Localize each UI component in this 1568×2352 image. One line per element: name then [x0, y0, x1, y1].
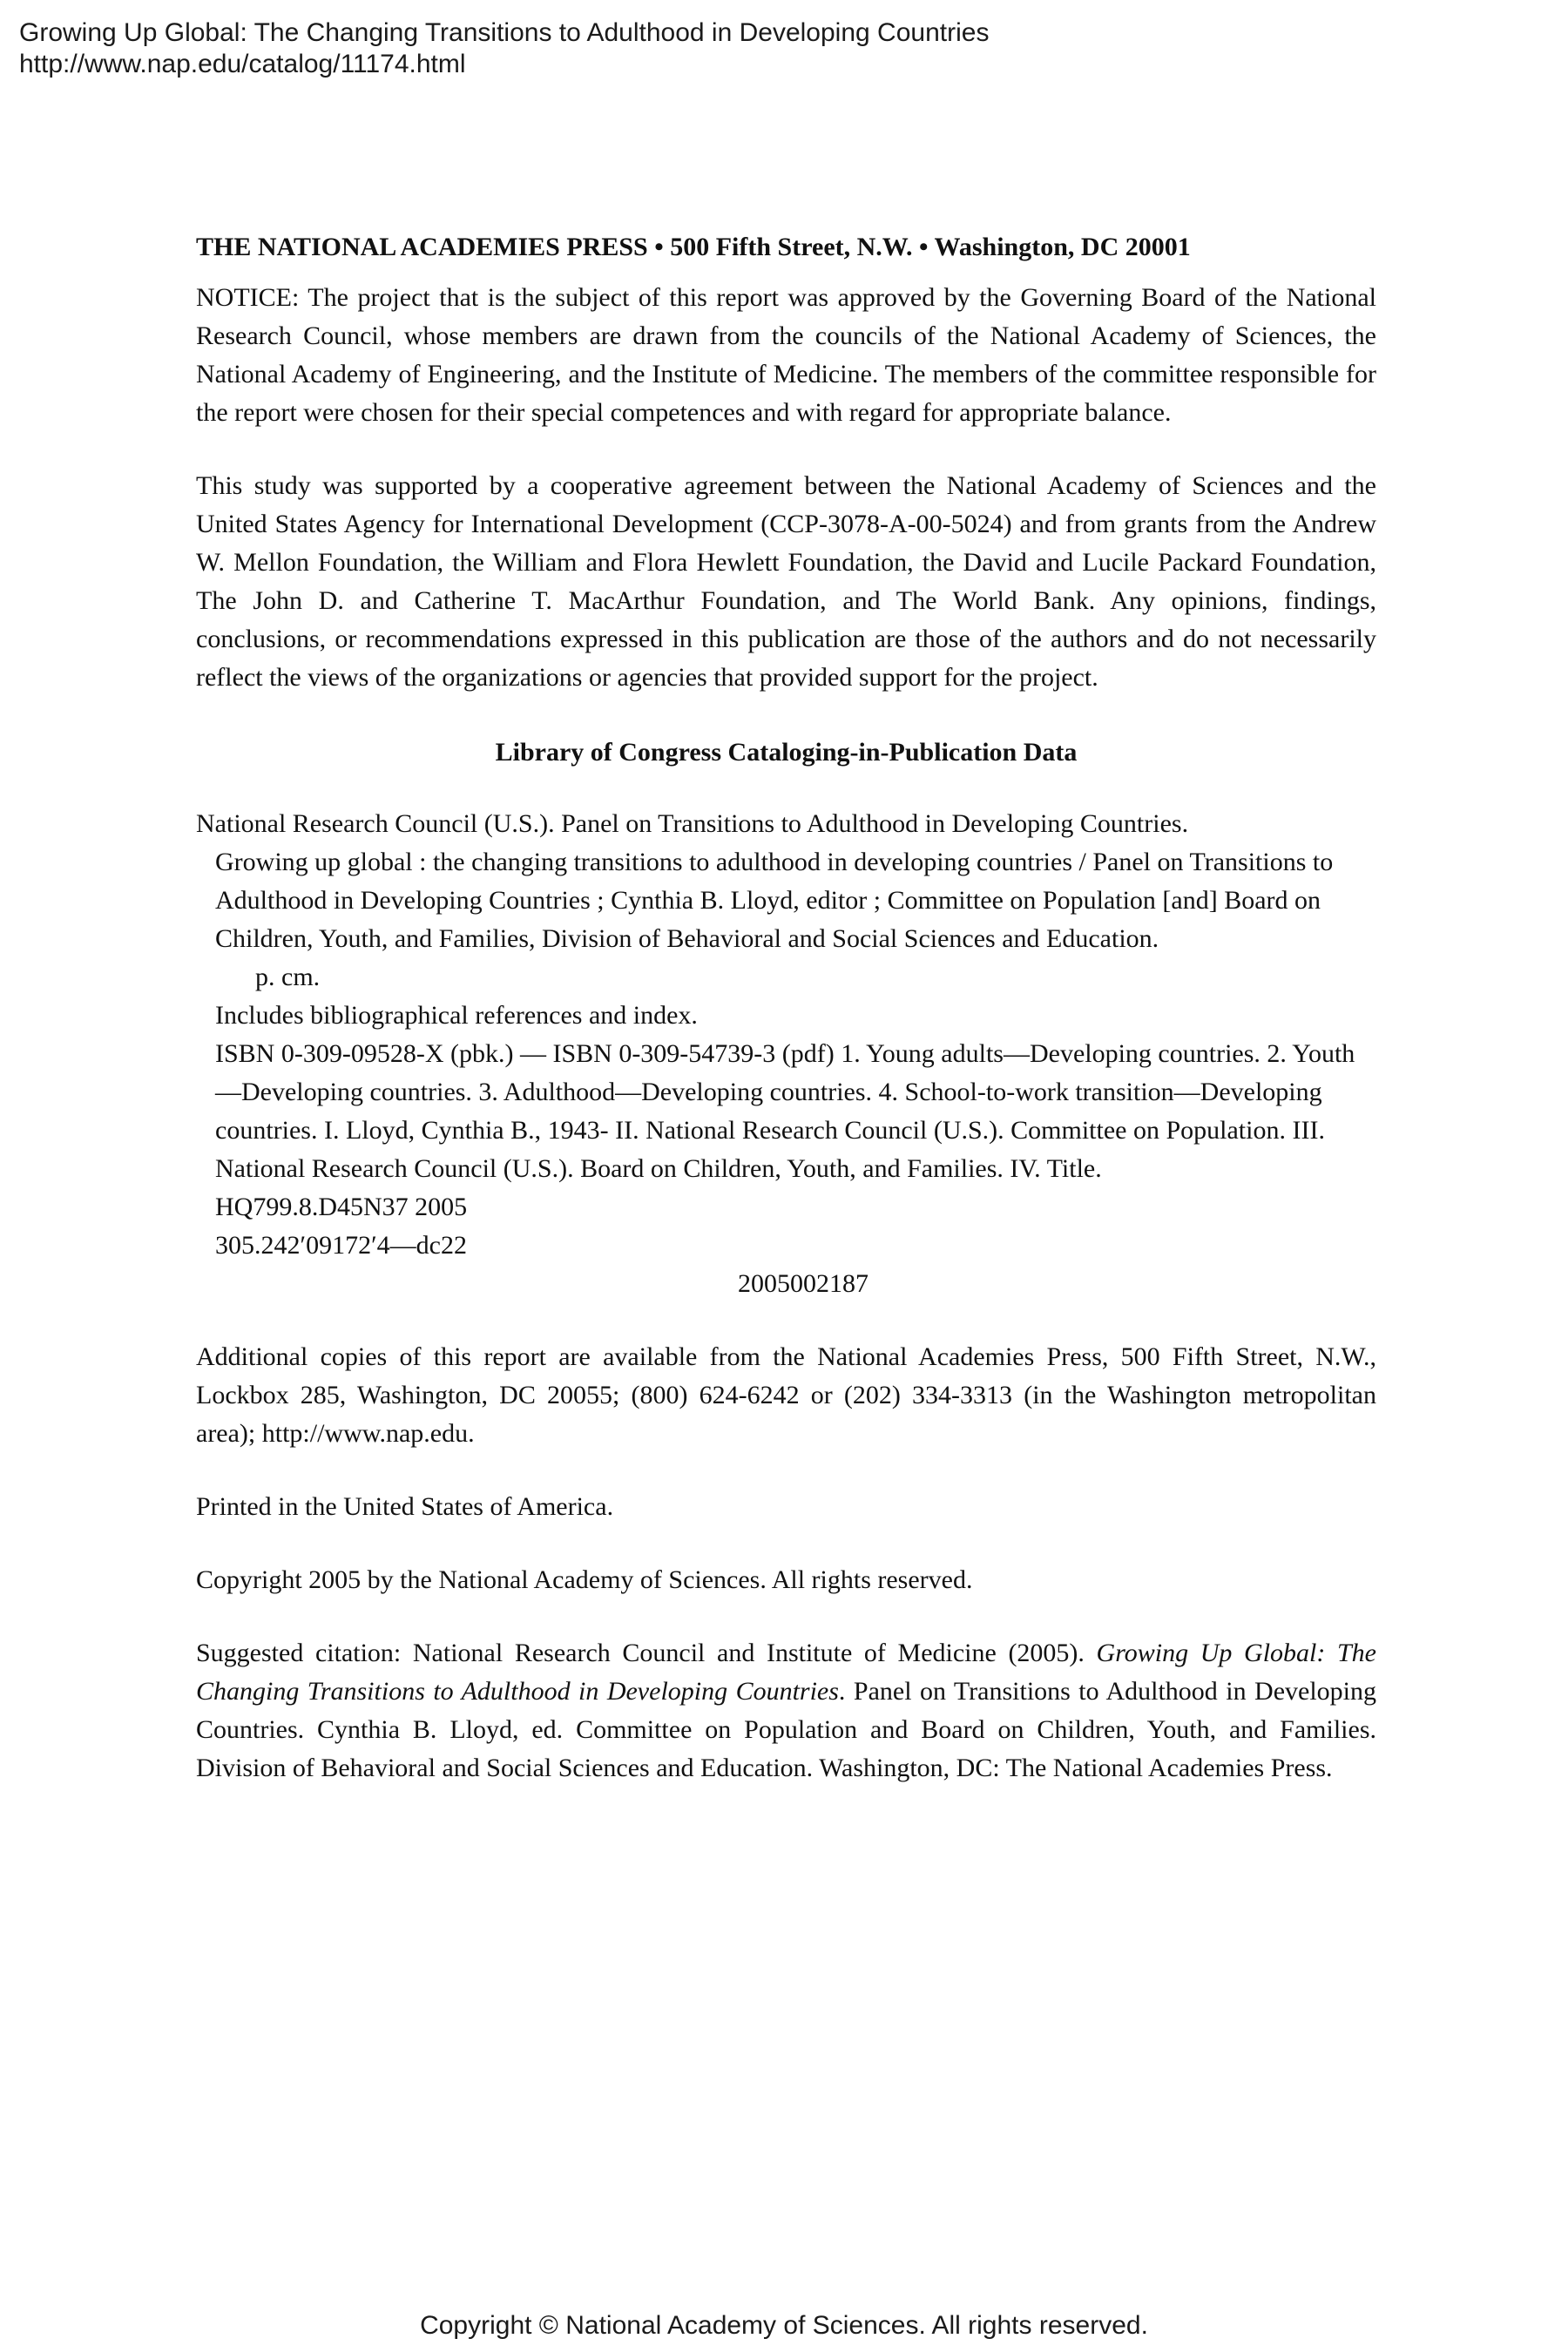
document-url-header[interactable]: http://www.nap.edu/catalog/11174.html	[19, 50, 466, 78]
suggested-citation	[196, 1634, 1376, 1788]
cip-title-text: Growing up global : the changing transitions to adulthood in developing countries / Panel on Transitions to Adulthood in Developing Countries ; Cynthia B. Lloyd, editor ; Committee on Population [and] Board on Children, Youth, and Families, Division of Behavioral and Social Sciences and Education.	[215, 848, 1334, 953]
notice-paragraph: NOTICE: The project that is the subject of this report was approved by the Governing Board of the National Research Council, whose members are drawn from the councils of the National Academy of Sciences, the National Academy of Engineering, and the Institute of Medicine. The members of the committee responsible for the report were chosen for their special competences and with regard for appropriate balance.	[196, 283, 1376, 427]
cip-isbn-subjects: ISBN 0-309-09528-X (pbk.) — ISBN 0-309-54739-3 (pdf) 1. Young adults—Developing countries. 2. Youth—Developing countries. 3. Adulthood—Developing countries. 4. School-to-work transition—Developing countries. I. Lloyd, Cynthia B., 1943- II. National Research Council (U.S.). Committee on Population. III. National Research Council (U.S.). Board on Children, Youth, and Families. IV. Title.	[215, 1039, 1355, 1183]
cip-heading: Library of Congress Cataloging-in-Publication Data	[495, 738, 1078, 767]
cip-block	[196, 805, 1376, 1303]
citation-prefix: Suggested citation: National Research Council and Institute of Medicine (2005).	[196, 1639, 1097, 1667]
cip-dewey: 305.242′09172′4—dc22	[215, 1231, 467, 1260]
additional-copies-paragraph: Additional copies of this report are available from the National Academies Press, 500 Fifth Street, N.W., Lockbox 285, Washington, DC 20055; (800) 624-6242 or (202) 334-3313 (in the Washington metropolitan area); http://www.nap.edu.	[196, 1342, 1376, 1448]
copyright-page-body	[196, 228, 1376, 1788]
printed-line: Printed in the United States of America.	[196, 1492, 614, 1521]
cip-title-entry	[196, 843, 1376, 958]
cip-pages: p. cm.	[255, 963, 321, 991]
cip-author-entry: National Research Council (U.S.). Panel on Transitions to Adulthood in Developing Countries.	[196, 809, 1189, 838]
cip-bibliography: Includes bibliographical references and index.	[215, 1001, 698, 1030]
cip-lccn: 2005002187	[738, 1269, 868, 1298]
citation-suffix: . Panel on Transitions to Adulthood in Developing Countries. Cynthia B. Lloyd, ed. Committee on Population and Board on Children, Youth, and Families. Division of Behavioral and Social Sciences and Education. Washington, DC: The National Academies Press.	[196, 1677, 1376, 1782]
page-header	[19, 17, 989, 80]
support-paragraph: This study was supported by a cooperative agreement between the National Academy of Sciences and the United States Agency for International Development (CCP-3078-A-00-5024) and from grants from the Andrew W. Mellon Foundation, the William and Flora Hewlett Foundation, the David and Lucile Packard Foundation, The John D. and Catherine T. MacArthur Foundation, and The World Bank. Any opinions, findings, conclusions, or recommendations expressed in this publication are those of the authors and do not necessarily reflect the views of the organizations or agencies that provided support for the project.	[196, 471, 1376, 692]
citation-title: Growing Up Global: The Changing Transitions to Adulthood in Developing Countries	[196, 1639, 1376, 1706]
document-title-header: Growing Up Global: The Changing Transitions to Adulthood in Developing Countries	[19, 18, 990, 47]
page-footer: Copyright © National Academy of Sciences. All rights reserved.	[420, 2311, 1148, 2340]
cip-lc-class: HQ799.8.D45N37 2005	[215, 1193, 468, 1221]
publisher-address-line: THE NATIONAL ACADEMIES PRESS • 500 Fifth Street, N.W. • Washington, DC 20001	[196, 233, 1191, 261]
copyright-line: Copyright 2005 by the National Academy of Sciences. All rights reserved.	[196, 1565, 973, 1594]
